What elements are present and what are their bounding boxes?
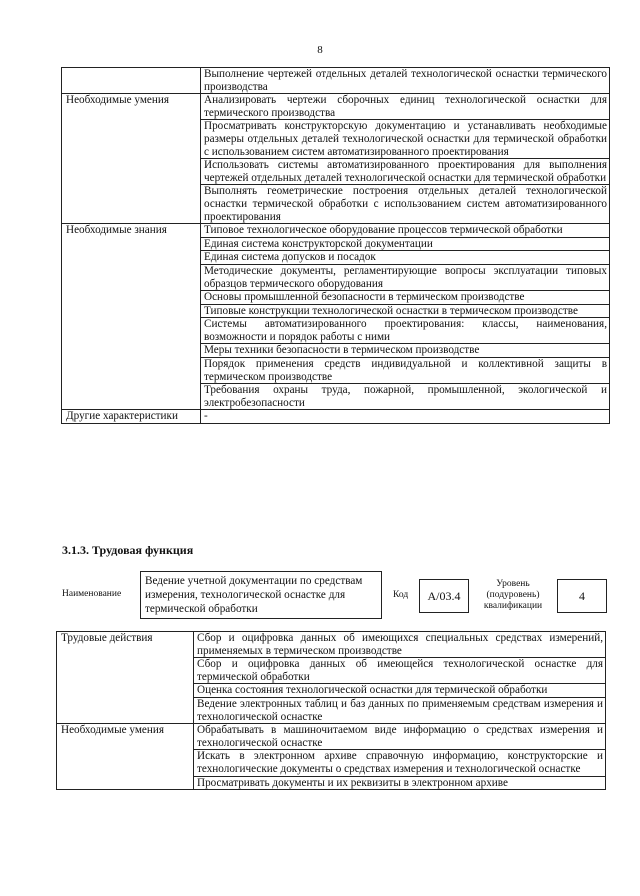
- row-item: Анализировать чертежи сборочных единиц технологической оснастки для термического производства: [201, 94, 610, 120]
- row-item: Просматривать конструкторскую документацию и устанавливать необходимые размеры отдельных деталей технологической оснастки для термической обработки с использованием систем автоматизированного проектирования: [201, 120, 610, 159]
- row-label: Трудовые действия: [57, 632, 194, 724]
- row-label: Необходимые знания: [62, 224, 201, 410]
- row-item: Искать в электронном архиве справочную информацию, конструкторские и технологические документы о средствах измерения и технологической оснастке: [194, 750, 606, 776]
- table-row: [62, 94, 610, 120]
- row-item: Обрабатывать в машиночитаемом виде информацию о средствах измерения и технологической оснастке: [194, 724, 606, 750]
- row-item: Типовое технологическое оборудование процессов термической обработки: [201, 224, 610, 238]
- row-item: Оценка состояния технологической оснастки для термической обработки: [194, 684, 606, 698]
- code-label: Код: [393, 590, 409, 600]
- row-item: Типовые конструкции технологической оснастки в термическом производстве: [201, 304, 610, 318]
- row-item: Единая система допусков и посадок: [201, 251, 610, 265]
- skills-knowledge-table: [61, 67, 610, 424]
- level-label: Уровень (подуровень) квалификации: [483, 579, 543, 611]
- row-item: -: [201, 410, 610, 424]
- page-number: 8: [317, 44, 323, 56]
- row-item: Выполнять геометрические построения отдельных деталей технологической оснастки термической обработки с использованием систем автоматизированного проектирования: [201, 185, 610, 224]
- row-item: Методические документы, регламентирующие вопросы эксплуатации типовых образцов термического оборудования: [201, 264, 610, 290]
- table-row: [57, 632, 606, 658]
- row-item: Сбор и оцифровка данных об имеющихся специальных средствах измерений, применяемых в термическом производстве: [194, 632, 606, 658]
- section-title: 3.1.3. Трудовая функция: [62, 543, 194, 557]
- row-label: [62, 68, 201, 94]
- table-row: [62, 224, 610, 238]
- level-value: 4: [557, 579, 607, 613]
- labor-function-header: [0, 571, 640, 621]
- row-item: Сбор и оцифровка данных об имеющейся технологической оснастке для термической обработки: [194, 658, 606, 684]
- row-item: Выполнение чертежей отдельных деталей технологической оснастки термического производства: [201, 68, 610, 94]
- table-row: [62, 68, 610, 94]
- code-value: A/03.4: [419, 579, 469, 613]
- row-label: Необходимые умения: [57, 724, 194, 790]
- name-label: Наименование: [62, 589, 122, 599]
- row-item: Просматривать документы и их реквизиты в электронном архиве: [194, 776, 606, 790]
- row-item: Требования охраны труда, пожарной, промышленной, экологической и электробезопасности: [201, 384, 610, 410]
- row-item: Единая система конструкторской документации: [201, 237, 610, 251]
- row-item: Системы автоматизированного проектирования: классы, наименования, возможности и порядок работы с ними: [201, 318, 610, 344]
- row-label: Другие характеристики: [62, 410, 201, 424]
- row-item: Ведение электронных таблиц и баз данных по применяемым средствам измерения и технологической оснастке: [194, 697, 606, 723]
- row-label: Необходимые умения: [62, 94, 201, 224]
- labor-actions-table: [56, 631, 606, 790]
- table-row: [62, 410, 610, 424]
- row-item: Использовать системы автоматизированного проектирования для выполнения чертежей отдельных деталей технологической оснастки для термической обработки: [201, 159, 610, 185]
- row-item: Меры техники безопасности в термическом производстве: [201, 344, 610, 358]
- name-value: Ведение учетной документации по средствам измерения, технологической оснастке для термической обработки: [140, 571, 382, 619]
- table-row: [57, 724, 606, 750]
- row-item: Порядок применения средств индивидуальной и коллективной защиты в термическом производстве: [201, 358, 610, 384]
- row-item: Основы промышленной безопасности в термическом производстве: [201, 291, 610, 305]
